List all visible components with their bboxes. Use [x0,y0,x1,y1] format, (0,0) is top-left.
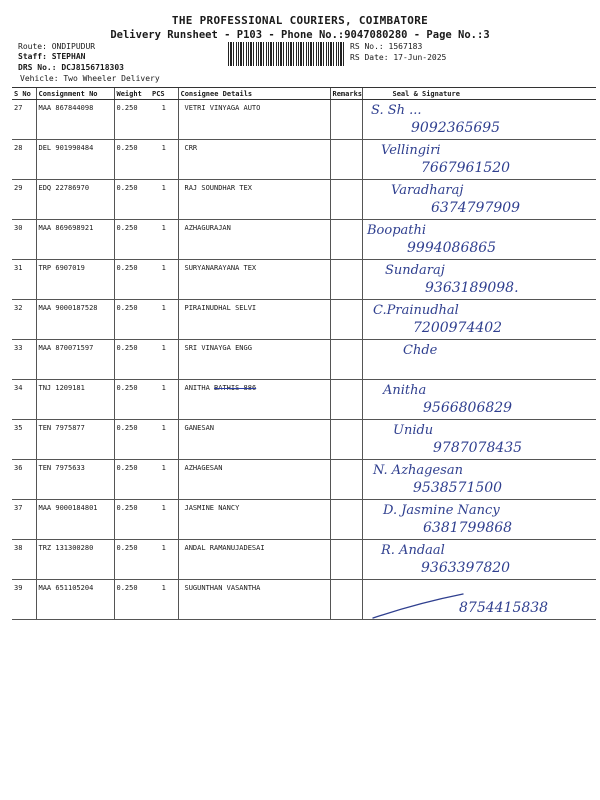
vehicle-label: Vehicle: [20,74,59,83]
row-consignee-name: ANITHA [184,384,210,392]
row-pcs: 1 [150,500,178,540]
row-sno: 34 [12,380,36,420]
row-remarks [330,460,362,500]
row-remarks [330,140,362,180]
signature-phone: 6374797909 [430,200,520,216]
row-consignment-no: TNJ 1209181 [36,380,114,420]
row-weight: 0.250 [114,220,150,260]
row-signature [362,380,596,420]
signature-name: D. Jasmine Nancy [382,503,500,518]
rs-date-line [350,53,446,63]
row-consignee [178,380,330,420]
row-remarks [330,300,362,340]
row-pcs: 1 [150,420,178,460]
row-consignment-no: TRP 6907019 [36,260,114,300]
row-consignee-name: AZHAGESAN [184,464,223,472]
row-consignee [178,220,330,260]
signature-phone: 9092365695 [410,120,500,136]
signature-phone: 9566806829 [422,400,512,416]
row-consignment-no: EDQ 22786970 [36,180,114,220]
row-sno: 29 [12,180,36,220]
row-remarks [330,420,362,460]
row-remarks [330,540,362,580]
signature-name: Sundaraj [384,263,445,278]
row-signature [362,500,596,540]
row-sno: 39 [12,580,36,620]
table-row [12,540,596,580]
rs-number-label: RS No.: [350,42,384,51]
company-title: THE PROFESSIONAL COURIERS, COIMBATORE [171,14,429,27]
signature-name: Unidu [392,423,433,438]
signature-name: Anitha [382,383,426,398]
row-consignee [178,100,330,140]
row-consignment-no: MAA 9000187528 [36,300,114,340]
table-row [12,380,596,420]
row-pcs: 1 [150,220,178,260]
row-remarks [330,180,362,220]
table-row [12,460,596,500]
row-weight: 0.250 [114,500,150,540]
rs-date-value: 17-Jun-2025 [393,53,447,62]
row-consignee [178,420,330,460]
col-weight: Weight [114,88,150,100]
table-row [12,420,596,460]
row-weight: 0.250 [114,140,150,180]
route-value: ONDIPUDUR [51,42,96,51]
handwritten-signature [363,578,600,626]
row-signature [362,140,596,180]
row-signature [362,180,596,220]
row-signature [362,220,596,260]
signature-name: N. Azhagesan [372,463,463,478]
signature-name: Varadharaj [390,183,463,198]
table-row [12,340,596,380]
row-weight: 0.250 [114,580,150,620]
row-signature [362,260,596,300]
row-sno: 32 [12,300,36,340]
row-sno: 35 [12,420,36,460]
row-weight: 0.250 [114,300,150,340]
row-remarks [330,260,362,300]
vehicle-value: Two Wheeler Delivery [63,74,160,83]
row-pcs: 1 [150,100,178,140]
row-sno: 36 [12,460,36,500]
row-sno: 27 [12,100,36,140]
runsheet-table [12,87,596,620]
row-consignee [178,540,330,580]
row-weight: 0.250 [114,460,150,500]
row-consignee-name: PIRAINUDHAL SELVI [184,304,257,312]
row-consignee [178,300,330,340]
signature-name: R. Andaal [380,543,445,558]
drs-line [18,63,124,73]
vehicle-line [20,74,160,84]
table-row [12,580,596,620]
row-pcs: 1 [150,460,178,500]
signature-phone: 8754415838 [458,600,548,616]
signature-name: C.Prainudhal [372,303,459,318]
table-row [12,180,596,220]
signature-phone: 9363189098. [424,280,519,296]
row-consignee-name: SRI VINAYGA ENGG [184,344,252,352]
row-sno: 37 [12,500,36,540]
row-consignment-no: TRZ 131300280 [36,540,114,580]
row-consignee-name: JASMINE NANCY [184,504,240,512]
signature-name: Boopathi [366,223,426,238]
signature-phone: 7667961520 [420,160,510,176]
row-remarks [330,380,362,420]
table-row [12,500,596,540]
row-signature [362,340,596,380]
runsheet-subtitle: Delivery Runsheet - P103 - Phone No.:9047080280 - Page No.:3 [110,29,490,41]
row-signature [362,580,596,620]
row-consignment-no: MAA 867844098 [36,100,114,140]
row-remarks [330,500,362,540]
rs-date-label: RS Date: [350,53,389,62]
signature-name: Vellingiri [380,143,441,158]
row-consignee-name: RAJ SOUNDHAR TEX [184,184,252,192]
table-row [12,260,596,300]
row-sno: 33 [12,340,36,380]
row-consignment-no: MAA 9000184801 [36,500,114,540]
row-consignee-name: SURYANARAYANA TEX [184,264,257,272]
row-pcs: 1 [150,180,178,220]
drs-value: DCJ8156718303 [61,63,124,72]
row-signature [362,300,596,340]
barcode [228,42,346,66]
row-consignee [178,460,330,500]
row-pcs: 1 [150,260,178,300]
signature-phone: 9363397820 [420,560,510,576]
staff-value: STEPHAN [51,52,86,61]
row-consignment-no: MAA 651105204 [36,580,114,620]
row-consignment-no: TEN 7975877 [36,420,114,460]
col-consignment: Consignment No [36,88,114,100]
row-signature [362,540,596,580]
row-pcs: 1 [150,540,178,580]
row-sno: 28 [12,140,36,180]
row-consignee [178,180,330,220]
struck-text: BATHIS 886 [214,384,257,392]
row-consignee-name: VETRI VINYAGA AUTO [184,104,261,112]
route-label: Route: [18,42,47,51]
row-signature [362,460,596,500]
signature-stroke [373,594,463,618]
row-consignee [178,500,330,540]
row-consignee-name: SUGUNTHAN VASANTHA [184,584,261,592]
col-pcs: PCS [150,88,178,100]
row-pcs: 1 [150,300,178,340]
row-weight: 0.250 [114,420,150,460]
row-consignment-no: MAA 870071597 [36,340,114,380]
row-weight: 0.250 [114,340,150,380]
row-weight: 0.250 [114,100,150,140]
signature-phone: 9787078435 [432,440,522,456]
table-row [12,220,596,260]
row-weight: 0.250 [114,260,150,300]
row-pcs: 1 [150,580,178,620]
row-sno: 31 [12,260,36,300]
row-sno: 38 [12,540,36,580]
rs-number-line [350,42,422,52]
staff-line [18,52,85,62]
row-weight: 0.250 [114,180,150,220]
signature-phone: 6381799868 [422,520,512,536]
row-consignee [178,340,330,380]
row-consignment-no: DEL 901990484 [36,140,114,180]
row-consignee [178,580,330,620]
drs-label: DRS No.: [18,63,57,72]
staff-label: Staff: [18,52,47,61]
row-remarks [330,340,362,380]
row-pcs: 1 [150,340,178,380]
table-row [12,140,596,180]
row-consignment-no: TEN 7975633 [36,460,114,500]
signature-phone: 7200974402 [412,320,502,336]
table-row [12,100,596,140]
row-remarks [330,220,362,260]
row-consignee [178,140,330,180]
row-weight: 0.250 [114,540,150,580]
col-remarks: Remarks [330,88,362,100]
col-consignee: Consignee Details [178,88,330,100]
table-body [12,100,596,620]
row-signature [362,100,596,140]
signature-name: Chde [402,343,437,358]
signature-phone: 9994086865 [406,240,496,256]
row-consignee-name: CRR [184,144,198,152]
row-sno: 30 [12,220,36,260]
row-weight: 0.250 [114,380,150,420]
signature-phone: 9538571500 [412,480,502,496]
rs-number-value: 1567183 [388,42,423,51]
table-row [12,300,596,340]
row-pcs: 1 [150,140,178,180]
col-sno: S No [12,88,36,100]
row-pcs: 1 [150,380,178,420]
row-consignee-name: GANESAN [184,424,215,432]
row-remarks [330,580,362,620]
row-remarks [330,100,362,140]
row-consignee-name: AZHAGURAJAN [184,224,231,232]
col-signature: Seal & Signature [362,88,596,100]
row-consignment-no: MAA 869698921 [36,220,114,260]
route-line [18,42,95,52]
row-consignee [178,260,330,300]
row-consignee-name: ANDAL RAMANUJADESAI [184,544,265,552]
table-header [12,88,596,100]
row-signature [362,420,596,460]
signature-name: S. Sh ... [370,103,422,118]
